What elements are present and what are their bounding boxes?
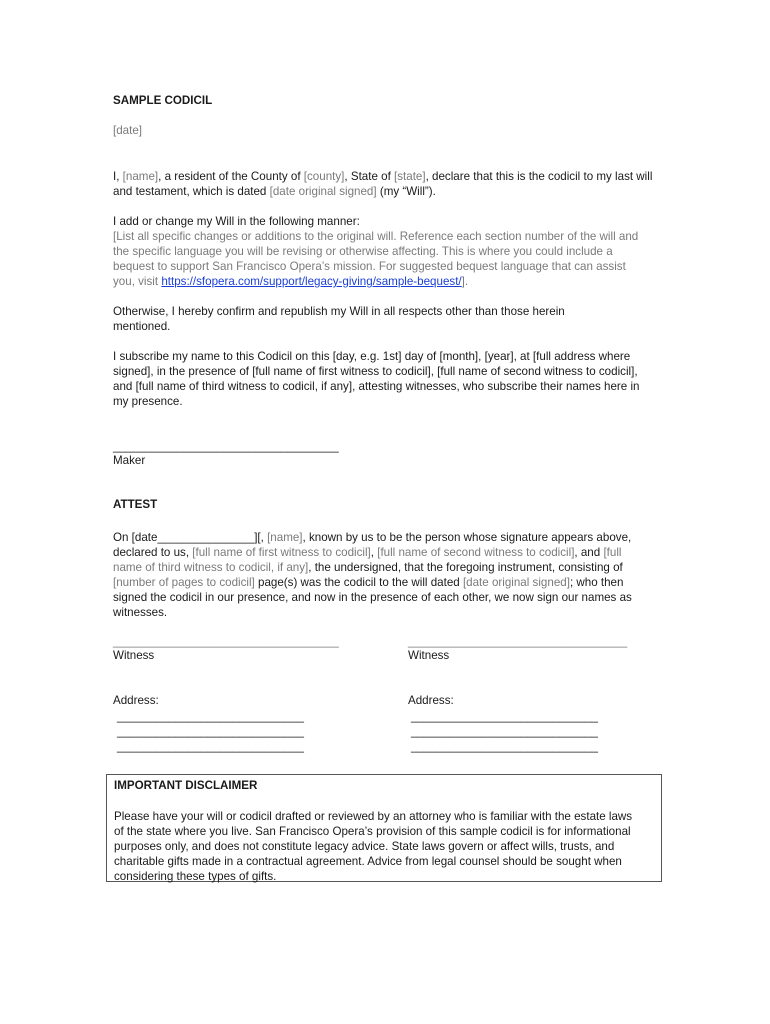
- intro-text: , a resident of the County of: [158, 170, 304, 183]
- maker-label: Maker: [113, 454, 146, 467]
- date-signed-placeholder: [date original signed]: [269, 185, 377, 198]
- intro-paragraph: [113, 169, 658, 199]
- witness-left-address-line: _____________________________: [117, 740, 304, 753]
- changes-instructions: [113, 229, 643, 289]
- attest-text: , known by us to be the person whose signature appears above, declared to us,: [113, 531, 632, 559]
- instructions-end: ].: [461, 275, 469, 288]
- date-placeholder: [date]: [113, 124, 143, 137]
- intro-text: (my “Will”).: [376, 185, 436, 198]
- attest-heading: ATTEST: [113, 498, 158, 511]
- intro-text: , State of: [344, 170, 395, 183]
- witness-right-label: Witness: [408, 649, 450, 662]
- attest-text: , and: [574, 546, 604, 559]
- disclaimer-box: [106, 774, 662, 882]
- disclaimer-heading: IMPORTANT DISCLAIMER: [114, 779, 258, 792]
- witness-right-address-line: _____________________________: [411, 725, 598, 738]
- witness-right-address-label: Address:: [408, 694, 454, 707]
- confirm-paragraph: Otherwise, I hereby confirm and republish my Will in all respects other than those herein mentioned.: [113, 305, 565, 333]
- attest-text: On [date_______________][,: [113, 531, 268, 544]
- witness-left-address-line: _____________________________: [117, 725, 304, 738]
- sample-bequest-link[interactable]: https://sfopera.com/support/legacy-giving/sample-bequest/: [161, 275, 462, 288]
- name-placeholder: [name]: [267, 531, 303, 544]
- attest-text: , the undersigned, that the foregoing instrument, consisting of: [308, 561, 623, 574]
- witness-right-address-line: _____________________________: [411, 710, 598, 723]
- witness-right-address-line: _____________________________: [411, 740, 598, 753]
- second-witness-placeholder: [full name of second witness to codicil]: [377, 546, 575, 559]
- state-placeholder: [state]: [394, 170, 426, 183]
- intro-text: I,: [113, 170, 123, 183]
- first-witness-placeholder: [full name of first witness to codicil]: [192, 546, 371, 559]
- attest-text: ,: [370, 546, 378, 559]
- third-witness-placeholder: [full name of third witness to codicil, if any]: [113, 546, 622, 574]
- intro-text: , declare that this is the codicil to my last will and testament, which is dated: [113, 170, 653, 198]
- maker-signature-line: ___________________________________: [113, 440, 339, 453]
- witness-left-signature-line: ___________________________________: [113, 635, 339, 648]
- document-title: SAMPLE CODICIL: [113, 94, 213, 107]
- attest-text: ; who then signed the codicil in our presence, and now in the presence of each other, we now sign our names as witnesses.: [113, 576, 632, 619]
- attest-paragraph: [113, 530, 638, 620]
- witness-left-address-label: Address:: [113, 694, 159, 707]
- pages-placeholder: [number of pages to codicil]: [113, 576, 255, 589]
- name-placeholder: [name]: [122, 170, 159, 183]
- subscribe-paragraph: I subscribe my name to this Codicil on this [day, e.g. 1st] day of [month], [year], at [full address where signed], in the presence of [full name of first witness to codicil], [full name of second witness to codicil], and [full name of third witness to codicil, if any], attesting witnesses, who subscribe their names here in my presence.: [113, 350, 640, 408]
- date-signed-placeholder: [date original signed]: [462, 576, 570, 589]
- county-placeholder: [county]: [303, 170, 345, 183]
- disclaimer-body: Please have your will or codicil drafted or reviewed by an attorney who is familiar with the estate laws of the state where you live. San Francisco Opera’s provision of this sample codicil is for informational purposes only, and does not constitute legacy advice. State laws govern or affect wills, trusts, and charitable gifts made in a contractual agreement. Advice from legal counsel should be sought when considering these types of gifts.: [114, 810, 633, 883]
- instructions-text: [List all specific changes or additions to the original will. Reference each section number of the will and the specific language you will be revising or otherwise affecting. This is where you could include a bequest to support San Francisco Opera’s mission. For suggested bequest language that can assist you, visit: [113, 230, 639, 288]
- witness-left-label: Witness: [113, 649, 155, 662]
- witness-right-signature-line: __________________________________: [408, 635, 628, 648]
- changes-lead: I add or change my Will in the following manner:: [113, 215, 360, 228]
- attest-text: page(s) was the codicil to the will dated: [254, 576, 463, 589]
- witness-left-address-line: _____________________________: [117, 710, 304, 723]
